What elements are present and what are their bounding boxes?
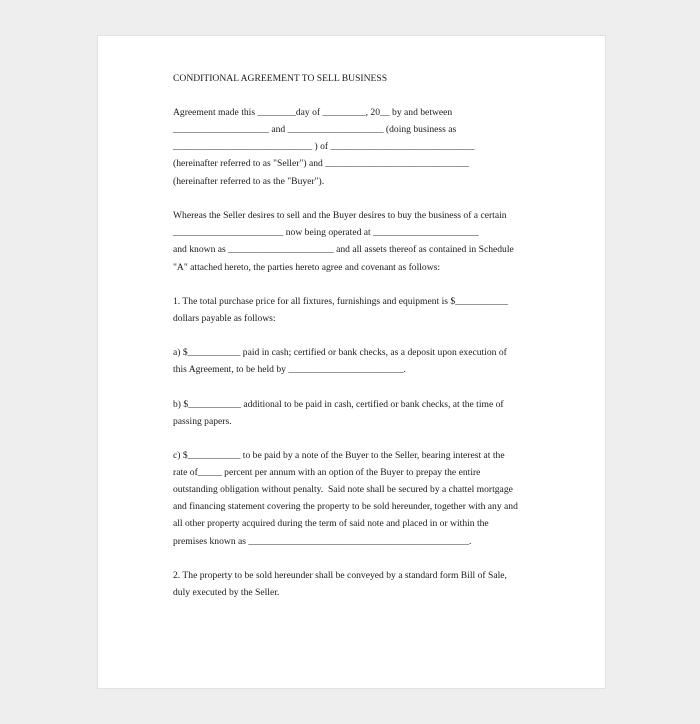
parties-line-1: Agreement made this ________day of _________, 20__ by and between bbox=[173, 107, 453, 118]
clause-2-line-1: 2. The property to be sold hereunder shall be conveyed by a standard form Bill of Sale, bbox=[173, 570, 507, 581]
clause-b-line-1: b) $___________ additional to be paid in cash, certified or bank checks, at the time of bbox=[173, 399, 504, 410]
clause-b-line-2: passing papers. bbox=[173, 416, 232, 427]
parties-line-3: _____________________________ ) of ______________________________ bbox=[173, 141, 475, 152]
clause-c-line-5: all other property acquired during the term of said note and placed in or within the bbox=[173, 518, 489, 529]
recital-line-2: _______________________ now being operated at ______________________ bbox=[173, 227, 479, 238]
clause-a-line-1: a) $___________ paid in cash; certified or bank checks, as a deposit upon execution of bbox=[173, 347, 507, 358]
clause-c-line-6: premises known as ______________________________________________. bbox=[173, 536, 472, 547]
parties-line-4: (hereinafter referred to as "Seller") and ______________________________ bbox=[173, 158, 470, 169]
parties-line-2: ____________________ and ____________________ (doing business as bbox=[173, 124, 457, 135]
recital-line-1: Whereas the Seller desires to sell and the Buyer desires to buy the business of a certain bbox=[173, 210, 507, 221]
clause-c-line-3: outstanding obligation without penalty. Said note shall be secured by a chattel mortgage bbox=[173, 484, 513, 495]
clause-2-line-2: duly executed by the Seller. bbox=[173, 587, 280, 598]
parties-line-5: (hereinafter referred to as the "Buyer"). bbox=[173, 176, 325, 187]
clause-c-line-1: c) $___________ to be paid by a note of the Buyer to the Seller, bearing interest at the bbox=[173, 450, 505, 461]
recital-line-4: "A" attached hereto, the parties hereto agree and covenant as follows: bbox=[173, 262, 441, 273]
document-page bbox=[97, 35, 606, 689]
document-title: CONDITIONAL AGREEMENT TO SELL BUSINESS bbox=[173, 73, 388, 84]
clause-1-line-1: 1. The total purchase price for all fixtures, furnishings and equipment is $___________ bbox=[173, 296, 508, 307]
clause-c-line-2: rate of_____ percent per annum with an option of the Buyer to prepay the entire bbox=[173, 467, 481, 478]
clause-a-line-2: this Agreement, to be held by ________________________. bbox=[173, 364, 406, 375]
clause-c-line-4: and financing statement covering the property to be sold hereunder, together with any and bbox=[173, 501, 518, 512]
clause-1-line-2: dollars payable as follows: bbox=[173, 313, 276, 324]
recital-line-3: and known as ______________________ and all assets thereof as contained in Schedule bbox=[173, 244, 514, 255]
